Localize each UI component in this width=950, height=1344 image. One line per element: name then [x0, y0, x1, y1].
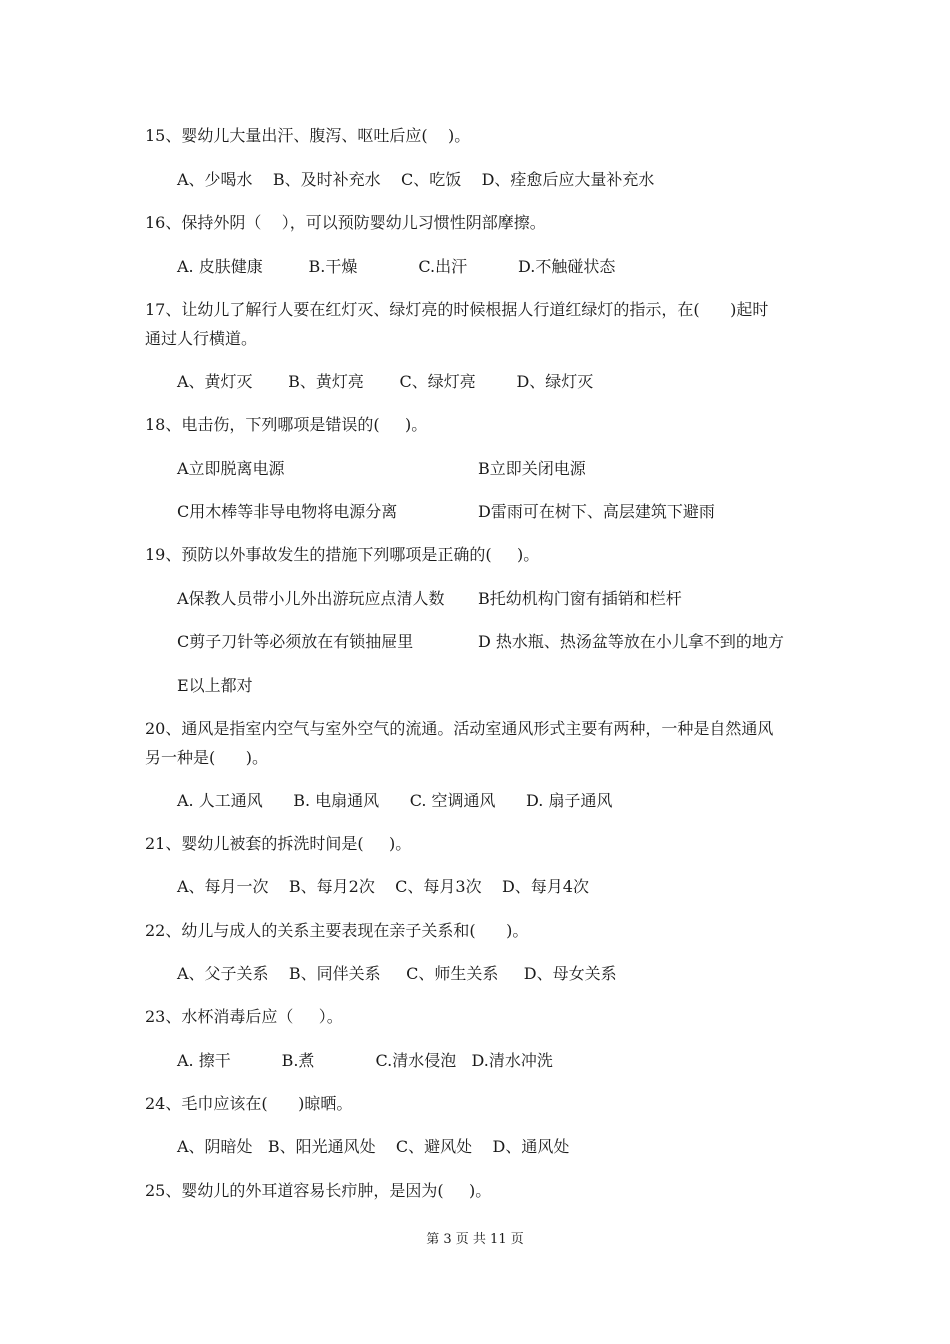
q19-option-c: C剪子刀针等必须放在有锁抽屉里 — [177, 632, 414, 651]
q23-options: A. 擦干 B.煮 C.清水侵泡 D.清水冲洗 — [177, 1051, 553, 1070]
q24-options: A、阴暗处 B、阳光通风处 C、避风处 D、通风处 — [177, 1137, 570, 1156]
q22-options: A、父子关系 B、同伴关系 C、师生关系 D、母女关系 — [177, 964, 617, 983]
q18-option-c: C用木棒等非导电物将电源分离 — [177, 502, 398, 521]
q15-stem: 15、婴幼儿大量出汗、腹泻、呕吐后应( )。 — [145, 126, 471, 145]
q23-stem: 23、水杯消毒后应（ ）。 — [145, 1007, 343, 1026]
q16-stem: 16、保持外阴（ ），可以预防婴幼儿习惯性阴部摩擦。 — [145, 213, 546, 232]
q24-stem: 24、毛巾应该在( )晾晒。 — [145, 1094, 353, 1113]
q25-stem: 25、婴幼儿的外耳道容易长疖肿，是因为( )。 — [145, 1181, 492, 1200]
q22-stem: 22、幼儿与成人的关系主要表现在亲子关系和( )。 — [145, 921, 529, 940]
q19-stem: 19、预防以外事故发生的措施下列哪项是正确的( )。 — [145, 545, 540, 564]
q19-option-d: D 热水瓶、热汤盆等放在小儿拿不到的地方 — [478, 632, 784, 651]
q20-stem-line2: 另一种是( )。 — [145, 748, 269, 767]
q19-option-a: A保教人员带小儿外出游玩应点清人数 — [177, 589, 445, 608]
q16-options: A. 皮肤健康 B.干燥 C.出汗 D.不触碰状态 — [177, 257, 616, 276]
q18-option-a: A立即脱离电源 — [177, 459, 285, 478]
q17-stem-line1: 17、让幼儿了解行人要在红灯灭、绿灯亮的时候根据人行道红绿灯的指示，在( )起时 — [145, 300, 769, 319]
q18-option-b: B立即关闭电源 — [478, 459, 586, 478]
q20-stem-line1: 20、通风是指室内空气与室外空气的流通。活动室通风形式主要有两种，一种是自然通风 — [145, 719, 774, 738]
q18-stem: 18、电击伤，下列哪项是错误的( )。 — [145, 415, 428, 434]
q15-options: A、少喝水 B、及时补充水 C、吃饭 D、痊愈后应大量补充水 — [177, 170, 655, 189]
q21-stem: 21、婴幼儿被套的拆洗时间是( )。 — [145, 834, 412, 853]
q19-option-e: E以上都对 — [177, 676, 253, 695]
q18-option-d: D雷雨可在树下、高层建筑下避雨 — [478, 502, 715, 521]
q20-options: A. 人工通风 B. 电扇通风 C. 空调通风 D. 扇子通风 — [177, 791, 613, 810]
q17-stem-line2: 通过人行横道。 — [145, 329, 258, 348]
page-footer: 第 3 页 共 11 页 — [426, 1232, 524, 1247]
q21-options: A、每月一次 B、每月2次 C、每月3次 D、每月4次 — [177, 877, 589, 896]
q19-option-b: B托幼机构门窗有插销和栏杆 — [478, 589, 682, 608]
q17-options: A、黄灯灭 B、黄灯亮 C、绿灯亮 D、绿灯灭 — [177, 372, 594, 391]
